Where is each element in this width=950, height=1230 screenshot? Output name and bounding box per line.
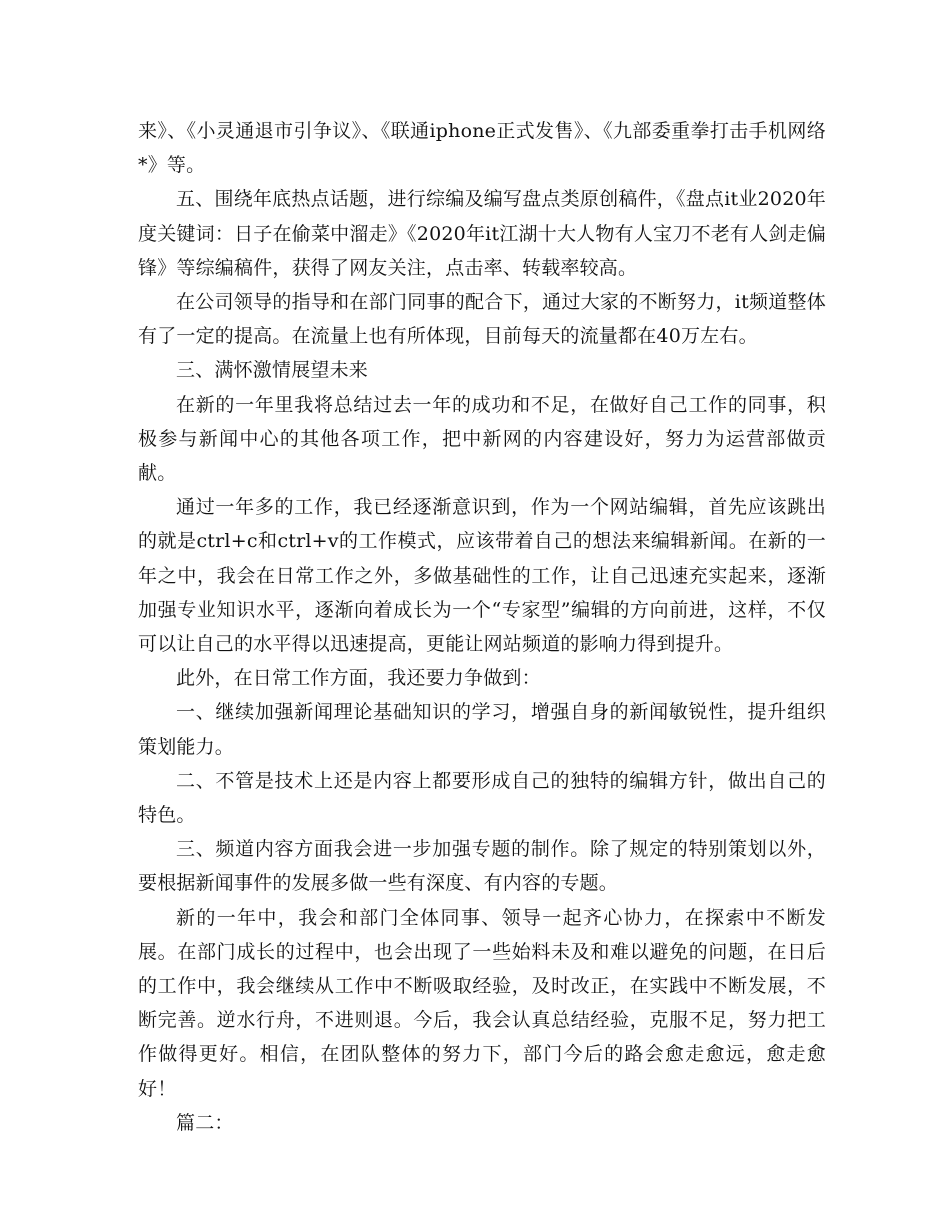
paragraph-goal-two: 二、不管是技术上还是内容上都要形成自己的独特的编辑方针，做出自己的特色。 — [138, 769, 826, 827]
document-body — [138, 114, 826, 1140]
paragraph-goal-one: 一、继续加强新闻理论基础知识的学习，增强自身的新闻敏锐性，提升组织策划能力。 — [138, 701, 826, 758]
paragraph-traffic: 在公司领导的指导和在部门同事的配合下，通过大家的不断努力，it频道整体有了一定的提高。在流量上也有所体现，目前每天的流量都在40万左右。 — [138, 291, 826, 348]
paragraph-goal-three: 三、频道内容方面我会进一步加强专题的制作。除了规定的特别策划以外，要根据新闻事件的发展多做一些有深度、有内容的专题。 — [138, 838, 826, 895]
paragraph-new-year: 在新的一年里我将总结过去一年的成功和不足，在做好自己工作的同事，积极参与新闻中心的其他各项工作，把中新网的内容建设好，努力为运营部做贡献。 — [138, 393, 826, 485]
section-heading-part-two: 篇二： — [176, 1111, 234, 1134]
paragraph-conclusion: 新的一年中，我会和部门全体同事、领导一起齐心协力，在探索中不断发展。在部门成长的过程中，也会出现了一些始料未及和难以避免的问题，在日后的工作中，我会继续从工作中不断吸取经验，及时改正，在实践中不断发展，不断完善。逆水行舟，不进则退。今后，我会认真总结经验，克服不足，努力把工作做得更好。相信，在团队整体的努力下，部门今后的路会愈走愈远，愈走愈好！ — [138, 906, 826, 1100]
paragraph-item-five: 五、围绕年底热点话题，进行综编及编写盘点类原创稿件，《盘点it业2020年度关键词：日子在偷菜中溜走》《2020年it江湖十大人物有人宝刀不老有人剑走偏锋》等综编稿件，获得了网友关注，点击率、转载率较高。 — [138, 188, 826, 279]
section-heading-three: 三、满怀激情展望未来 — [176, 359, 369, 382]
paragraph-work-reflection: 通过一年多的工作，我已经逐渐意识到，作为一个网站编辑，首先应该跳出的就是ctrl+c和ctrl+v的工作模式，应该带着自己的想法来编辑新闻。在新的一年之中，我会在日常工作之外，多做基础性的工作，让自己迅速充实起来，逐渐加强专业知识水平，逐渐向着成长为一个“专家型”编辑的方向前进，这样，不仅可以让自己的水平得以迅速提高，更能让网站频道的影响力得到提升。 — [138, 496, 826, 656]
paragraph-goals-intro: 此外，在日常工作方面，我还要力争做到： — [176, 667, 541, 690]
paragraph-continuation: 来》、《小灵通退市引争议》、《联通iphone正式发售》、《九部委重拳打击手机网络*》等。 — [138, 120, 826, 177]
